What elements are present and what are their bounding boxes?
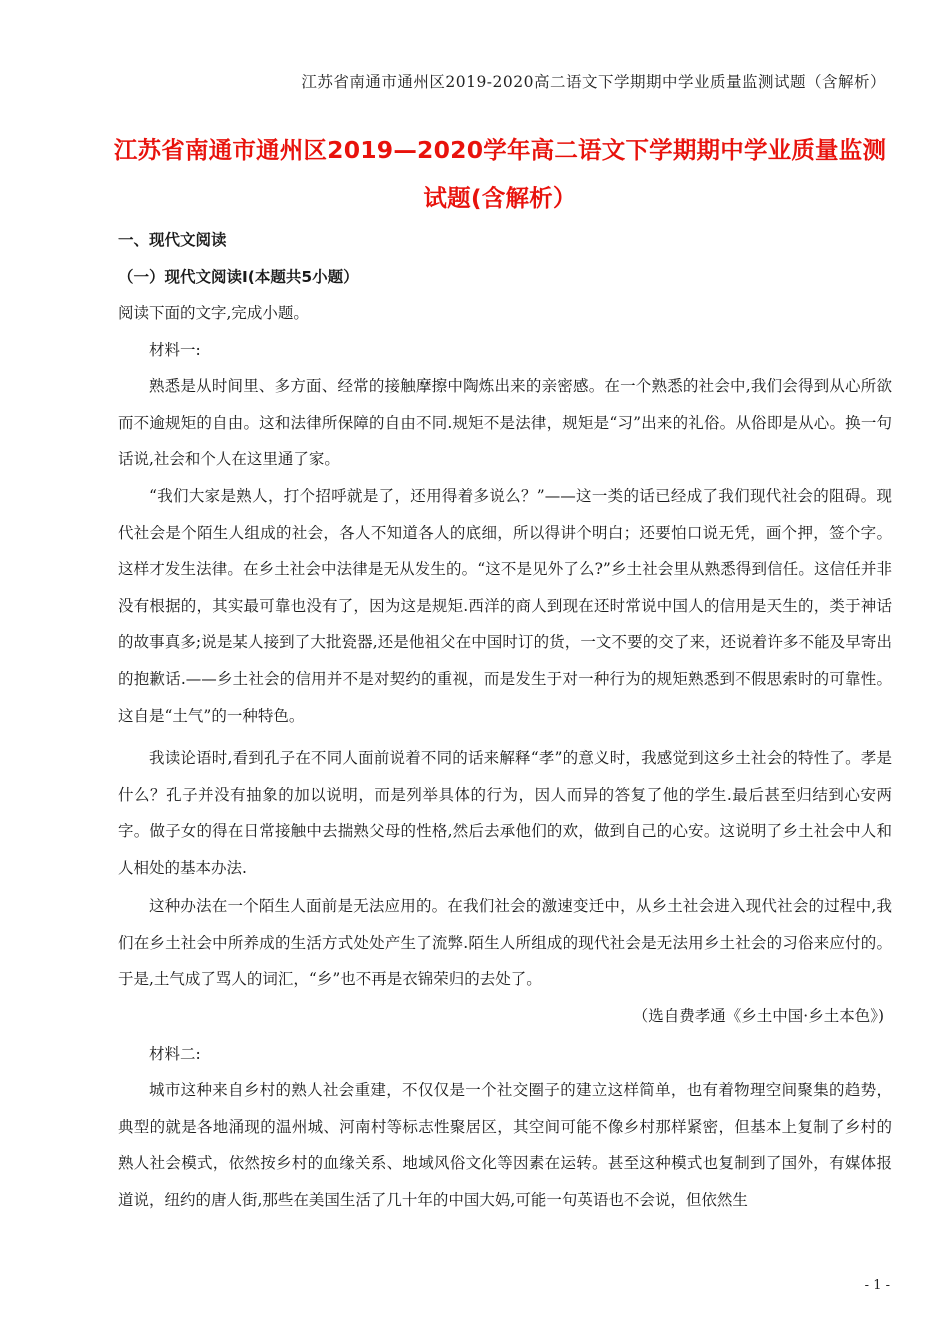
material-1-source: （选自费孝通《乡土中国·乡土本色》): [632, 1007, 884, 1025]
material-1-paragraph-1: 熟悉是从时间里、多方面、经常的接触摩擦中陶炼出来的亲密感。在一个熟悉的社会中,我们会得到从心所欲而不逾规矩的自由。这和法律所保障的自由不同.规矩不是法律，规矩是“习”出来的礼俗。从俗即是从心。换一句话说,社会和个人在这里通了家。: [118, 377, 892, 469]
material-2-label: 材料二:: [149, 1045, 201, 1063]
page-number: - 1 -: [864, 1278, 890, 1293]
running-header: 江苏省南通市通州区2019-2020高二语文下学期期中学业质量监测试题（含解析）: [301, 73, 886, 91]
subsection-heading: （一）现代文阅读Ⅰ(本题共5小题）: [118, 268, 359, 286]
document-title: 江苏省南通市通州区2019—2020学年高二语文下学期期中学业质量监测试题(含解析）: [113, 136, 887, 212]
material-2-paragraph-1: 城市这种来自乡村的熟人社会重建，不仅仅是一个社交圈子的建立这样简单，也有着物理空间聚集的趋势，典型的就是各地涌现的温州城、河南村等标志性聚居区，其空间可能不像乡村那样紧密，但基本上复制了乡村的熟人社会模式，依然按乡村的血缘关系、地域风俗文化等因素在运转。甚至这种模式也复制到了国外，有媒体报道说，纽约的唐人街,那些在美国生活了几十年的中国大妈,可能一句英语也不会说，但依然生: [118, 1081, 892, 1209]
material-1-paragraph-4: 这种办法在一个陌生人面前是无法应用的。在我们社会的激速变迁中，从乡土社会进入现代社会的过程中,我们在乡土社会中所养成的生活方式处处产生了流弊.陌生人所组成的现代社会是无法用乡土社会的习俗来应付的。于是,土气成了骂人的词汇，“乡”也不再是衣锦荣归的去处了。: [118, 897, 892, 989]
material-1-label: 材料一:: [149, 341, 201, 359]
material-1-paragraph-2: “我们大家是熟人，打个招呼就是了，还用得着多说么？”——这一类的话已经成了我们现代社会的阻碍。现代社会是个陌生人组成的社会，各人不知道各人的底细，所以得讲个明白；还要怕口说无凭，画个押，签个字。这样才发生法律。在乡土社会中法律是无从发生的。“这不是见外了么?”乡土社会里从熟悉得到信任。这信任并非没有根据的，其实最可靠也没有了，因为这是规矩.西洋的商人到现在还时常说中国人的信用是天生的，类于神话的故事真多;说是某人接到了大批瓷器,还是他祖父在中国时订的货，一文不要的交了来，还说着许多不能及早寄出的抱歉话.——乡土社会的信用并不是对契约的重视，而是发生于对一种行为的规矩熟悉到不假思索时的可靠性。这自是“土气”的一种特色。: [118, 487, 892, 725]
instruction-text: 阅读下面的文字,完成小题。: [118, 304, 309, 322]
material-1-paragraph-3: 我读论语时,看到孔子在不同人面前说着不同的话来解释“孝”的意义时，我感觉到这乡土社会的特性了。孝是什么？孔子并没有抽象的加以说明，而是列举具体的行为，因人而异的答复了他的学生.最后甚至归结到心安两字。做子女的得在日常接触中去揣熟父母的性格,然后去承他们的欢，做到自己的心安。这说明了乡土社会中人和人相处的基本办法.: [118, 749, 892, 877]
section-heading: 一、现代文阅读: [118, 231, 227, 249]
